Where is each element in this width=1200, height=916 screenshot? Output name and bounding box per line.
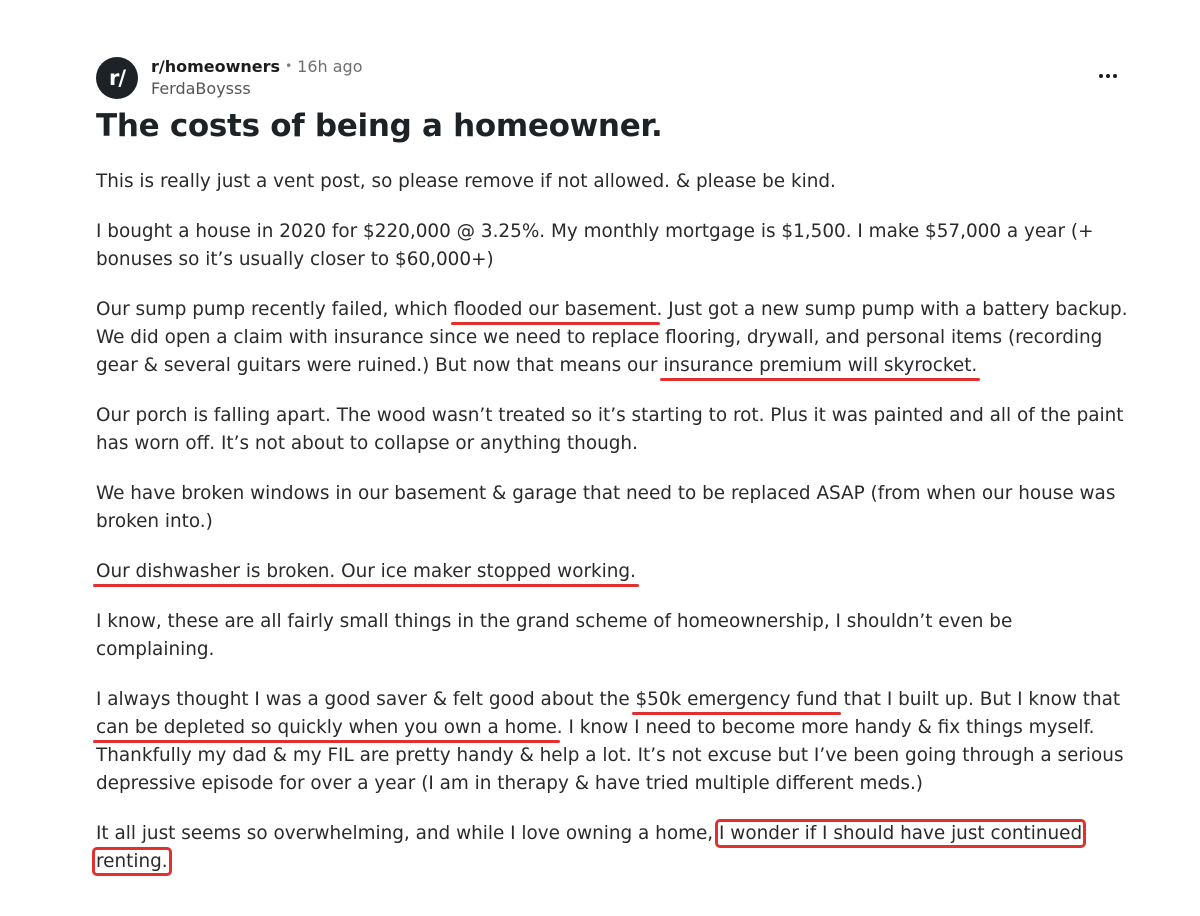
more-horizontal-icon-dot: [1113, 74, 1117, 78]
paragraph-vent: This is really just a vent post, so please remove if not allowed. & please be kind.: [96, 171, 836, 192]
boxed-highlight: I wonder if I should have just continued: [719, 823, 1083, 844]
more-options-button[interactable]: [1096, 64, 1120, 88]
paragraph-appliances: [96, 558, 1136, 586]
text-segment: It all just seems so overwhelming, and while I love owning a home,: [96, 823, 720, 844]
post-title[interactable]: The costs of being a homeowner.: [96, 108, 663, 144]
paragraph-sump-pump: [96, 296, 1136, 380]
post-header: [96, 56, 1136, 100]
text-segment: I always thought I was a good saver & felt good about the: [96, 689, 636, 710]
text-segment: . I know I need to become more handy & fix things myself. Thankfully my dad & my FIL are pretty handy & help a lot. It’s not excuse but I’ve been going through a serious depressive episode for over a year (I am in therapy & have tried multiple different meds.): [96, 717, 1124, 794]
post-meta: [151, 57, 363, 76]
paragraph-conclusion: [96, 820, 1136, 876]
paragraph-small-things: I know, these are all fairly small things in the grand scheme of homeownership, I shouldn’t even be complaining.: [96, 611, 1013, 660]
post-time: 16h ago: [297, 57, 363, 76]
boxed-highlight: renting.: [96, 851, 168, 872]
paragraph-porch: Our porch is falling apart. The wood wasn’t treated so it’s starting to rot. Plus it was painted and all of the paint has worn off. It’s not about to collapse or anything though.: [96, 405, 1124, 454]
subreddit-link[interactable]: r/homeowners: [151, 57, 281, 76]
text-segment: . Just got a new sump pump with a battery backup. We did open a claim with insurance since we need to replace flooring, drywall, and personal items (recording gear & several guitars were ruined.) But now that means our: [96, 299, 1128, 376]
more-horizontal-icon-dot: [1106, 74, 1110, 78]
paragraph-house-purchase: I bought a house in 2020 for $220,000 @ 3.25%. My monthly mortgage is $1,500. I make $57,000 a year (+ bonuses so it’s usually closer to $60,000+): [96, 221, 1094, 270]
author-link[interactable]: FerdaBoysss: [151, 79, 251, 98]
meta-separator: •: [285, 59, 293, 73]
underlined-highlight: Our dishwasher is broken. Our ice maker stopped working.: [96, 561, 636, 582]
subreddit-avatar[interactable]: [96, 57, 138, 99]
underlined-highlight: insurance premium will skyrocket.: [663, 355, 978, 376]
underlined-highlight: can be depleted so quickly when you own a home: [96, 717, 557, 738]
underlined-highlight: flooded our basement: [453, 299, 657, 320]
underlined-highlight: $50k emergency fund: [635, 689, 838, 710]
avatar-text: r/: [108, 66, 126, 90]
post-body: [96, 168, 1136, 898]
text-segment: Our sump pump recently failed, which: [96, 299, 454, 320]
paragraph-windows: We have broken windows in our basement & garage that need to be replaced ASAP (from when our house was broken into.): [96, 483, 1116, 532]
text-segment: that I built up. But I know that: [837, 689, 1121, 710]
paragraph-emergency-fund: [96, 686, 1136, 798]
more-horizontal-icon: [1099, 74, 1103, 78]
